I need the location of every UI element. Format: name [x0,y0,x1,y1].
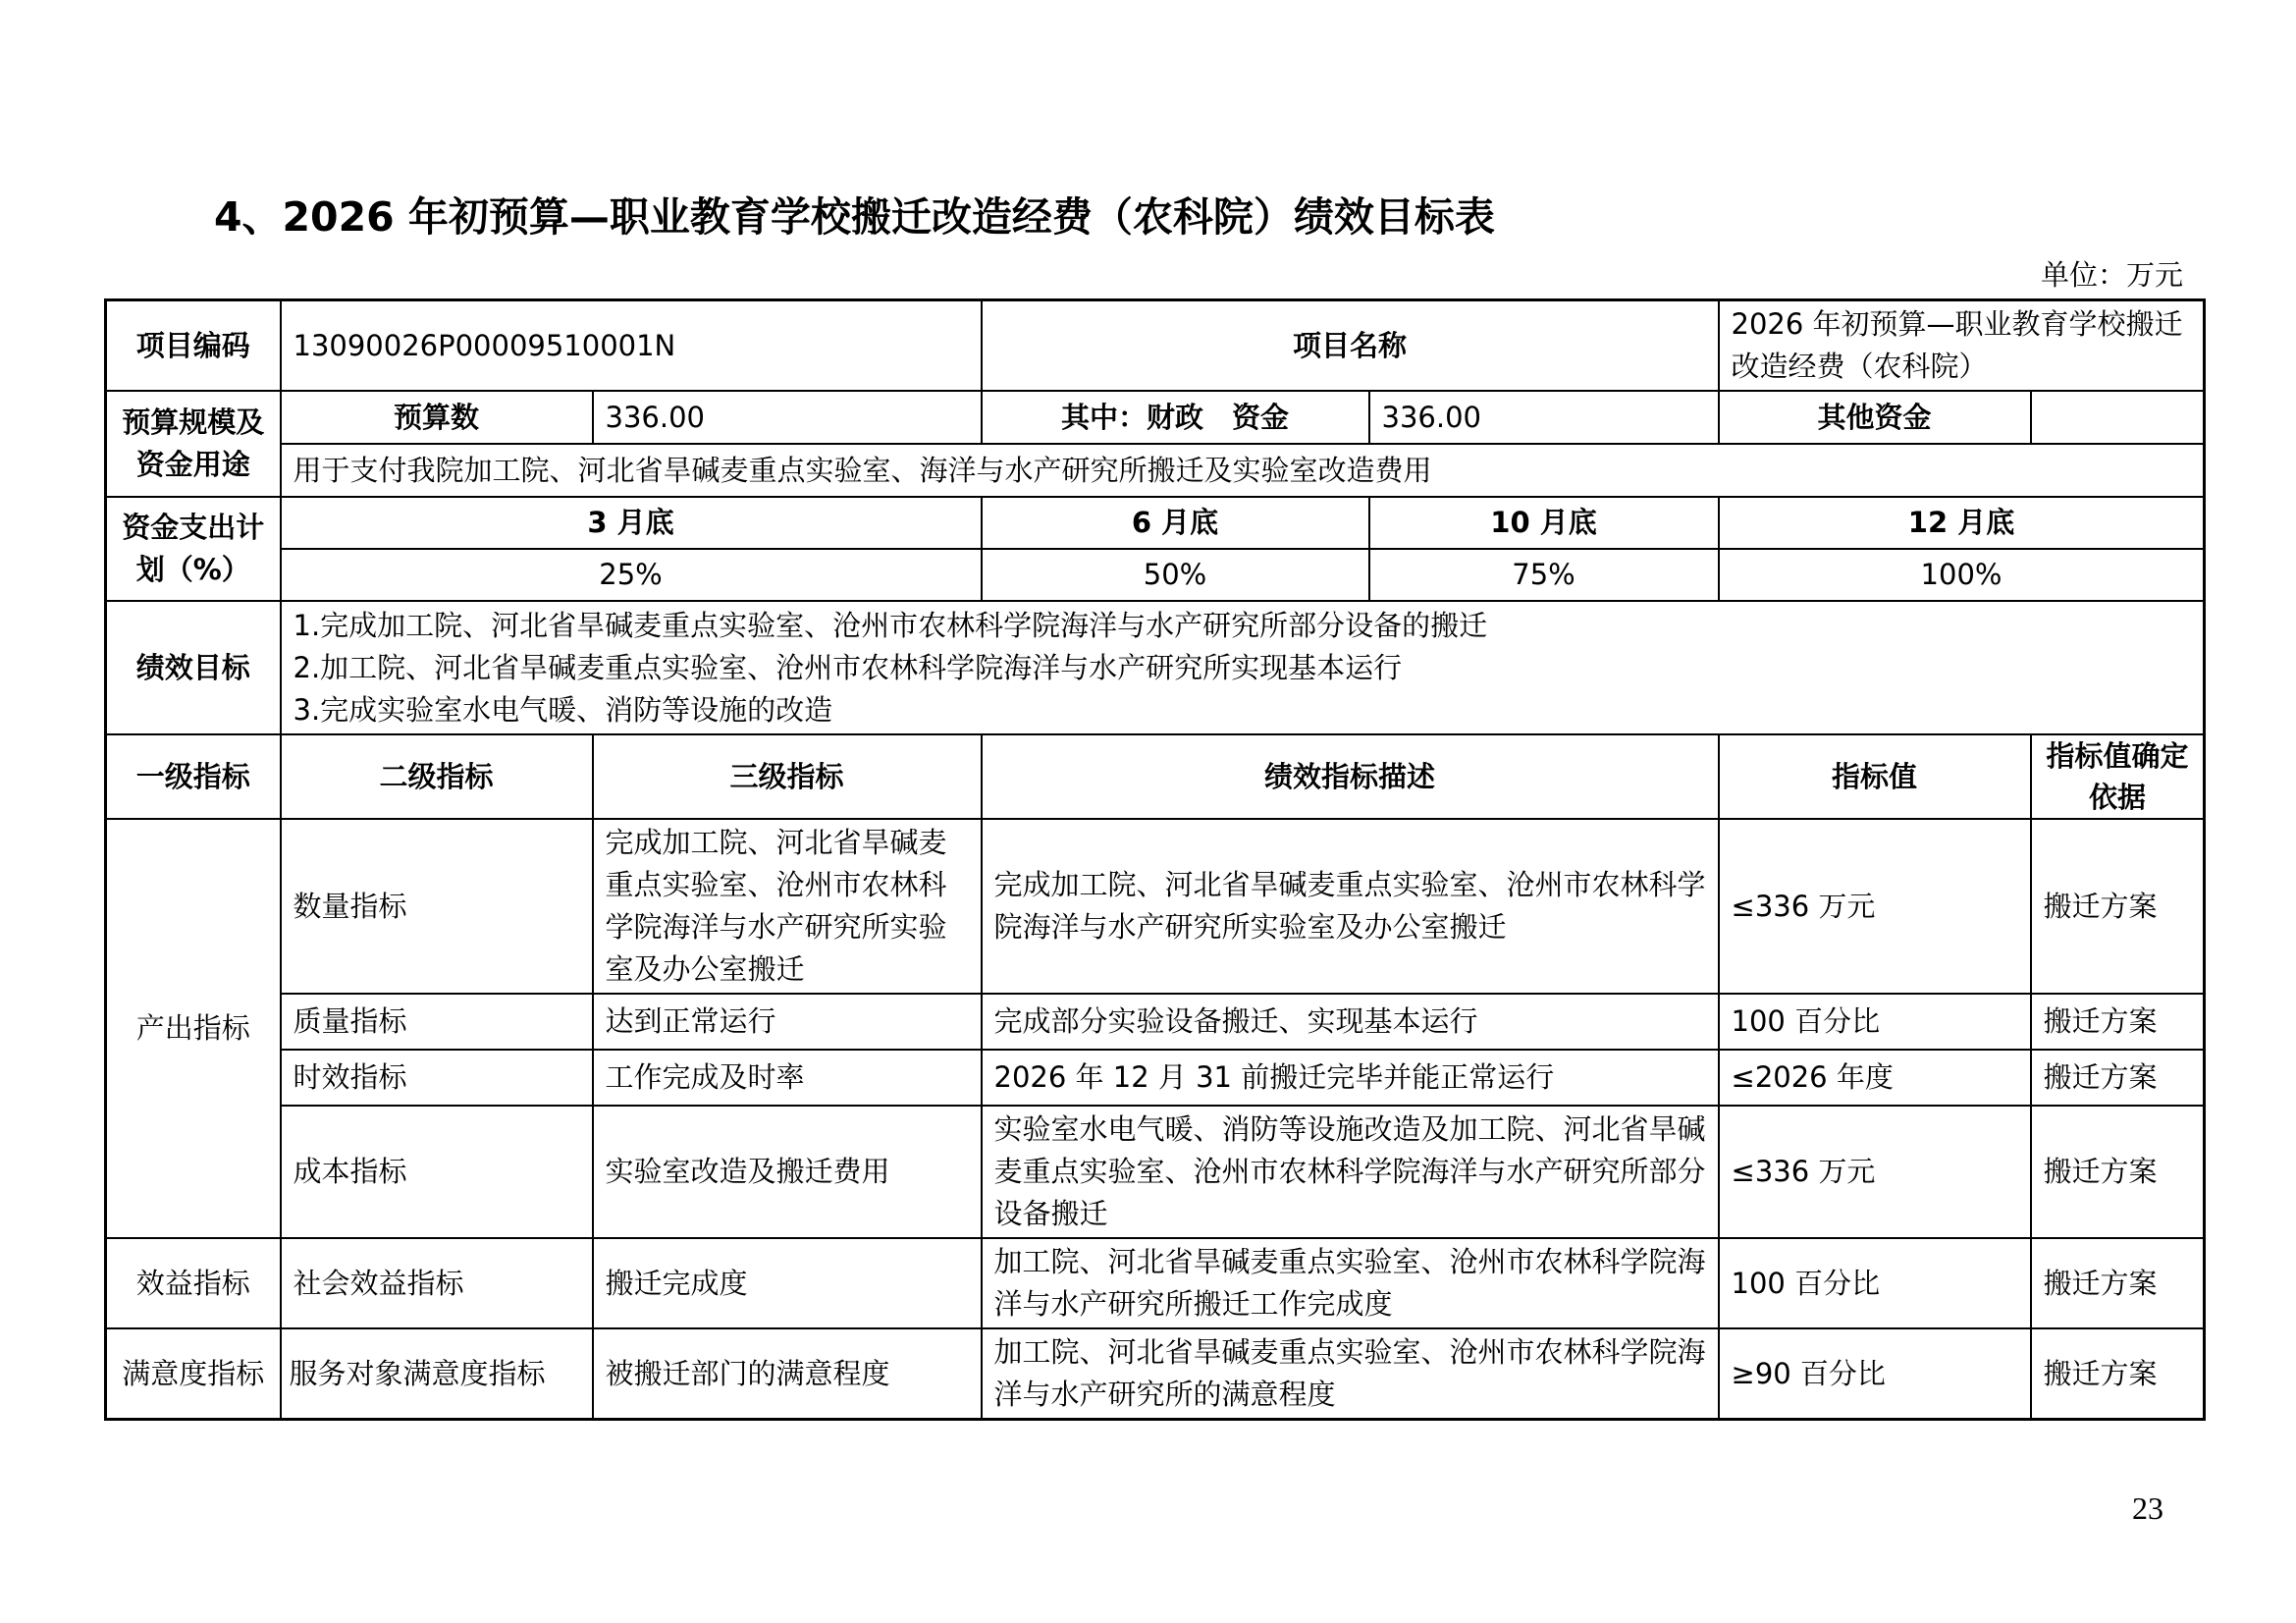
level1-satisfaction: 满意度指标 [106,1328,281,1420]
fiscal-fund-label: 其中：财政 资金 [982,391,1369,444]
level2-cell: 社会效益指标 [281,1238,593,1328]
value-cell: ≤336 万元 [1719,819,2031,994]
value-cell: 100 百分比 [1719,1238,2031,1328]
table-row [106,1106,2205,1238]
fiscal-fund: 336.00 [1369,391,1719,444]
description-cell: 完成部分实验设备搬迁、实现基本运行 [982,994,1719,1050]
basis-cell: 搬迁方案 [2031,1050,2205,1106]
level2-cell: 时效指标 [281,1050,593,1106]
table-row [106,1328,2205,1420]
level3-cell: 达到正常运行 [593,994,982,1050]
performance-target-table [104,298,2206,1421]
description-cell: 实验室水电气暖、消防等设施改造及加工院、河北省旱碱麦重点实验室、沧州市农林科学院海洋与水产研究所部分设备搬迁 [982,1106,1719,1238]
project-name-label: 项目名称 [982,300,1719,392]
header-level2: 二级指标 [281,734,593,819]
plan-value-3: 75% [1369,549,1719,601]
unit-label: 单位：万元 [2040,258,2183,292]
level1-output: 产出指标 [106,819,281,1238]
level2-cell: 服务对象满意度指标 [281,1328,593,1420]
value-cell: ≤336 万元 [1719,1106,2031,1238]
basis-cell: 搬迁方案 [2031,819,2205,994]
basis-cell: 搬迁方案 [2031,1238,2205,1328]
value-cell: ≤2026 年度 [1719,1050,2031,1106]
plan-value-1: 25% [281,549,982,601]
goal-item: 1.完成加工院、河北省旱碱麦重点实验室、沧州市农林科学院海洋与水产研究所部分设备的搬迁 [293,608,1488,642]
value-cell: 100 百分比 [1719,994,2031,1050]
plan-value-2: 50% [982,549,1369,601]
level3-cell: 被搬迁部门的满意程度 [593,1328,982,1420]
header-level3: 三级指标 [593,734,982,819]
budget-label: 预算规模及资金用途 [106,391,281,497]
table-row [106,1050,2205,1106]
level2-cell: 质量指标 [281,994,593,1050]
level2-cell: 成本指标 [281,1106,593,1238]
table-row [106,1238,2205,1328]
plan-period-3: 10 月底 [1369,497,1719,549]
level3-cell: 完成加工院、河北省旱碱麦重点实验室、沧州市农林科学院海洋与水产研究所实验室及办公室搬迁 [593,819,982,994]
level3-cell: 实验室改造及搬迁费用 [593,1106,982,1238]
page-number: 23 [2132,1490,2163,1526]
description-cell: 加工院、河北省旱碱麦重点实验室、沧州市农林科学院海洋与水产研究所的满意程度 [982,1328,1719,1420]
level3-cell: 工作完成及时率 [593,1050,982,1106]
description-cell: 加工院、河北省旱碱麦重点实验室、沧州市农林科学院海洋与水产研究所搬迁工作完成度 [982,1238,1719,1328]
goals-list [281,601,2205,734]
goal-item: 3.完成实验室水电气暖、消防等设施的改造 [293,692,833,727]
plan-value-4: 100% [1719,549,2205,601]
description-cell: 2026 年 12 月 31 前搬迁完毕并能正常运行 [982,1050,1719,1106]
project-name: 2026 年初预算—职业教育学校搬迁改造经费（农科院） [1719,300,2205,392]
plan-period-1: 3 月底 [281,497,982,549]
goal-item: 2.加工院、河北省旱碱麦重点实验室、沧州市农林科学院海洋与水产研究所实现基本运行 [293,650,1403,684]
level3-cell: 搬迁完成度 [593,1238,982,1328]
plan-period-2: 6 月底 [982,497,1369,549]
fund-usage: 用于支付我院加工院、河北省旱碱麦重点实验室、海洋与水产研究所搬迁及实验室改造费用 [281,444,2205,497]
header-level1: 一级指标 [106,734,281,819]
basis-cell: 搬迁方案 [2031,1106,2205,1238]
page-title: 4、2026 年初预算—职业教育学校搬迁改造经费（农科院）绩效目标表 [214,193,1495,241]
header-description: 绩效指标描述 [982,734,1719,819]
header-value: 指标值 [1719,734,2031,819]
basis-cell: 搬迁方案 [2031,1328,2205,1420]
plan-period-4: 12 月底 [1719,497,2205,549]
project-code-label: 项目编码 [106,300,281,392]
other-fund [2031,391,2205,444]
header-basis: 指标值确定依据 [2031,734,2205,819]
other-fund-label: 其他资金 [1719,391,2031,444]
description-cell: 完成加工院、河北省旱碱麦重点实验室、沧州市农林科学院海洋与水产研究所实验室及办公室搬迁 [982,819,1719,994]
table-row [106,994,2205,1050]
spending-plan-label: 资金支出计划（%） [106,497,281,601]
level2-cell: 数量指标 [281,819,593,994]
level1-benefit: 效益指标 [106,1238,281,1328]
value-cell: ≥90 百分比 [1719,1328,2031,1420]
budget-amount: 336.00 [593,391,982,444]
budget-amount-label: 预算数 [281,391,593,444]
basis-cell: 搬迁方案 [2031,994,2205,1050]
goals-label: 绩效目标 [106,601,281,734]
project-code: 13090026P00009510001N [281,300,982,392]
table-row [106,819,2205,994]
